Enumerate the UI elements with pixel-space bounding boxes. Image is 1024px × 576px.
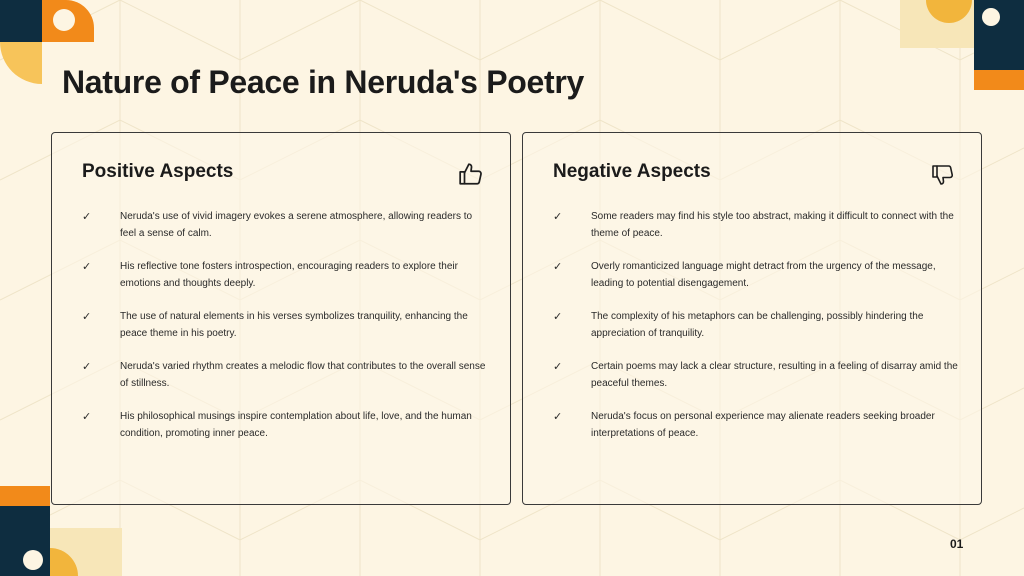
list-item	[82, 308, 490, 358]
check-icon: ✓	[82, 260, 92, 273]
thumbs-down-icon	[931, 163, 955, 187]
list-item	[553, 408, 961, 458]
check-icon: ✓	[553, 260, 563, 273]
negative-aspects-list	[553, 208, 961, 458]
list-item	[82, 408, 490, 458]
page-title: Nature of Peace in Neruda's Poetry	[62, 64, 585, 100]
check-icon: ✓	[82, 360, 92, 373]
corner-decoration-top-right	[900, 0, 1024, 92]
list-item-text: His reflective tone fosters introspection, encouraging readers to explore their emotions and thoughts deeply.	[120, 261, 458, 289]
list-item	[553, 308, 961, 358]
positive-aspects-card	[51, 132, 511, 505]
check-icon: ✓	[82, 210, 92, 223]
check-icon: ✓	[82, 410, 92, 423]
list-item-text: Neruda's varied rhythm creates a melodic flow that contributes to the overall sense of stillness.	[120, 361, 486, 389]
list-item-text: Overly romanticized language might detract from the urgency of the message, leading to potential disengagement.	[591, 261, 936, 289]
list-item-text: Neruda's focus on personal experience may alienate readers seeking broader interpretations of peace.	[591, 411, 935, 439]
check-icon: ✓	[553, 210, 563, 223]
list-item-text: His philosophical musings inspire contemplation about life, love, and the human condition, promoting inner peace.	[120, 411, 472, 439]
page-number: 01	[950, 537, 964, 551]
list-item-text: The use of natural elements in his verses symbolizes tranquility, enhancing the peace theme in his poetry.	[120, 311, 468, 339]
check-icon: ✓	[553, 310, 563, 323]
list-item	[553, 258, 961, 308]
negative-aspects-card	[522, 132, 982, 505]
list-item-text: Some readers may find his style too abstract, making it difficult to connect with the theme of peace.	[591, 211, 954, 239]
list-item	[82, 358, 490, 408]
list-item	[82, 208, 490, 258]
list-item-text: The complexity of his metaphors can be challenging, possibly hindering the appreciation of tranquility.	[591, 311, 924, 339]
list-item	[82, 258, 490, 308]
positive-aspects-list	[82, 208, 490, 458]
list-item-text: Neruda's use of vivid imagery evokes a serene atmosphere, allowing readers to feel a sense of calm.	[120, 211, 473, 239]
check-icon: ✓	[553, 360, 563, 373]
thumbs-up-icon	[458, 161, 484, 187]
list-item	[553, 358, 961, 408]
negative-aspects-heading: Negative Aspects	[553, 161, 711, 182]
check-icon: ✓	[82, 310, 92, 323]
positive-aspects-heading: Positive Aspects	[82, 161, 234, 182]
check-icon: ✓	[553, 410, 563, 423]
list-item-text: Certain poems may lack a clear structure, resulting in a feeling of disarray amid the peaceful themes.	[591, 361, 958, 389]
list-item	[553, 208, 961, 258]
